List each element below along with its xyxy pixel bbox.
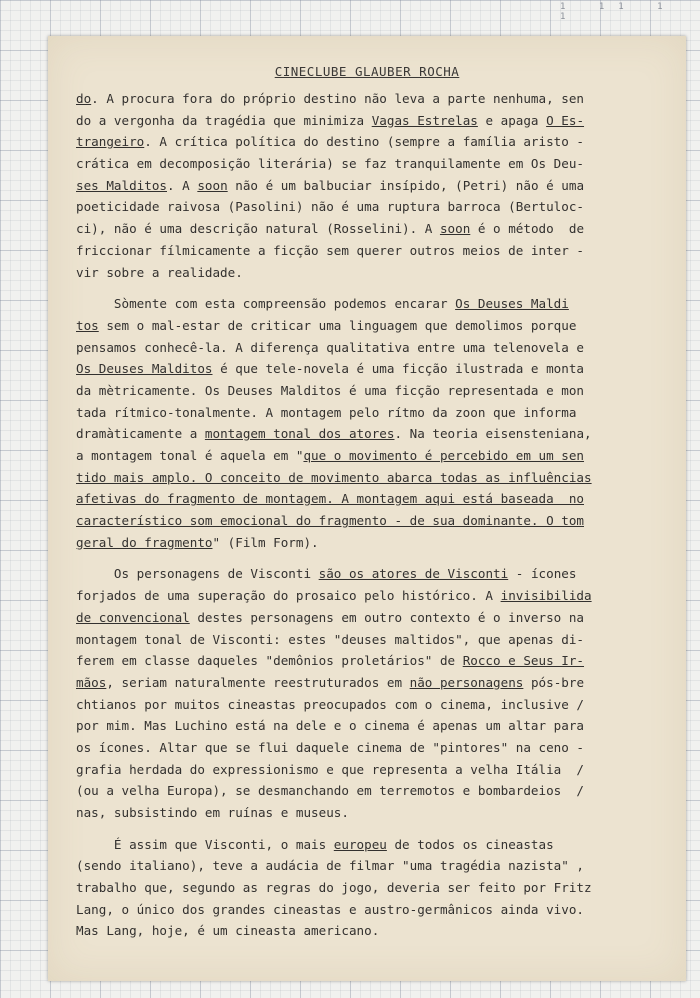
text-line	[76, 175, 671, 197]
text-run: Os personagens de Visconti	[76, 566, 319, 582]
text-line	[76, 672, 671, 694]
text-run: É assim que Visconti, o mais	[76, 836, 334, 852]
underlined-phrase: invisibilida	[500, 588, 592, 604]
text-line: pensamos conhecê-la. A diferença qualitativa entre uma telenovela e	[76, 339, 584, 355]
film-title: Os Deuses Maldi	[455, 296, 569, 312]
film-title: ses Malditos	[76, 177, 167, 193]
text-run: . A	[167, 177, 198, 193]
text-run: ci), não é uma descrição natural (Rosselini). A	[76, 221, 440, 237]
text-line	[76, 110, 671, 132]
text-line: chtianos por muitos cineastas preocupados com o cinema, inclusive /	[76, 696, 584, 712]
text-line: Mas Lang, hoje, é um cineasta americano.	[76, 923, 380, 939]
text-run: , seriam naturalmente reestruturados em	[106, 674, 410, 690]
text-line: por mim. Mas Luchino está na dele e o cinema é apenas um altar para	[76, 718, 584, 734]
ruler-marks: 1 11 1 1	[560, 2, 677, 22]
film-title: O Es-	[546, 112, 585, 128]
underlined-word: soon	[439, 221, 471, 237]
text-line	[76, 293, 671, 315]
typewritten-page	[48, 36, 686, 981]
text-line	[76, 358, 671, 380]
underlined-phrase: não personagens	[409, 674, 524, 690]
text-run: é que tele-novela é uma ficção ilustrada e monta	[212, 361, 585, 377]
text-line	[76, 88, 671, 110]
text-line	[76, 834, 671, 856]
underlined-quote: que o movimento é percebido em um sen	[303, 448, 585, 463]
text-run: e apaga	[477, 112, 547, 128]
film-title: trangeiro	[76, 134, 145, 150]
underlined-word: do	[76, 91, 92, 106]
page-header: CINECLUBE GLAUBER ROCHA	[274, 64, 460, 79]
text-line: friccionar fílmicamente a ficção sem querer outros meios de inter -	[76, 242, 584, 258]
text-run: de todos os cineastas	[386, 836, 554, 852]
text-run: " (Film Form).	[212, 534, 319, 550]
text-line: tido mais amplo. O conceito de movimento abarca todas as influências	[76, 469, 592, 485]
text-line	[76, 607, 671, 629]
text-line: vir sobre a realidade.	[76, 264, 243, 280]
text-line	[76, 315, 671, 337]
body-text	[76, 88, 671, 942]
text-line: crática em decomposição literária) se faz tranquilamente em Os Deu-	[76, 156, 584, 172]
text-run: forjados de uma superação do prosaico pelo histórico. A	[76, 588, 501, 604]
text-run: . A crítica política do destino (sempre a família aristo -	[144, 134, 585, 150]
text-line: afetivas do fragmento de montagem. A montagem aqui está baseada no	[76, 491, 584, 507]
film-title: Rocco e Seus Ir-	[462, 653, 585, 669]
text-line	[76, 218, 671, 240]
text-line	[76, 585, 671, 607]
film-title: Vagas Estrelas	[371, 112, 478, 128]
text-line	[76, 445, 671, 467]
text-line	[76, 532, 671, 554]
text-run: sem o mal-estar de criticar uma linguagem que demolimos porque	[98, 317, 577, 333]
text-line: grafia herdada do expressionismo e que representa a velha Itália /	[76, 761, 584, 777]
underlined-word: europeu	[333, 836, 387, 852]
film-title: mãos	[76, 674, 107, 690]
underlined-phrase: montagem tonal dos atores	[204, 426, 395, 442]
text-line: montagem tonal de Visconti: estes "deuses maltidos", que apenas di-	[76, 631, 584, 647]
text-line: característico som emocional do fragmento - de sua dominante. O tom	[76, 513, 584, 529]
text-run: . A procura fora do próprio destino não leva a parte nenhuma, sen	[91, 91, 585, 106]
text-line: Lang, o único dos grandes cineastas e austro-germânicos ainda vivo.	[76, 901, 584, 917]
text-run: do a vergonha da tragédia que minimiza	[76, 112, 372, 128]
text-run: dramàticamente a	[76, 426, 205, 442]
text-line	[76, 650, 671, 672]
text-run: a montagem tonal é aquela em "	[76, 448, 304, 463]
text-line	[76, 131, 671, 153]
text-run: é o método de	[470, 221, 585, 237]
text-line: nas, subsistindo em ruínas e museus.	[76, 805, 349, 820]
text-line	[76, 423, 671, 445]
text-run: não é um balbuciar insípido, (Petri) não é uma	[227, 177, 585, 193]
film-title: Os Deuses Malditos	[76, 361, 213, 377]
text-line: poeticidade raivosa (Pasolini) não é uma ruptura barroca (Bertuloc-	[76, 199, 584, 215]
text-line: tada rítmico-tonalmente. A montagem pelo rítmo da zoon que informa	[76, 404, 577, 420]
text-line: da mètricamente. Os Deuses Malditos é uma ficção representada e mon	[76, 382, 584, 398]
text-run: Sòmente com esta compreensão podemos encarar	[76, 296, 456, 312]
text-line: (ou a velha Europa), se desmanchando em terremotos e bombardeios /	[76, 783, 584, 799]
underlined-phrase: são os atores de Visconti	[318, 566, 509, 582]
text-line: (sendo italiano), teve a audácia de filmar "uma tragédia nazista" ,	[76, 858, 584, 874]
text-run: . Na teoria eisensteniana,	[394, 426, 592, 442]
film-title: tos	[76, 317, 99, 333]
text-run: ferem em classe daqueles "demônios proletários" de	[76, 653, 463, 669]
text-line	[76, 563, 671, 585]
underlined-quote: geral do fragmento	[76, 534, 213, 550]
text-line: trabalho que, segundo as regras do jogo, deveria ser feito por Fritz	[76, 880, 592, 896]
text-line: os ícones. Altar que se flui daquele cinema de "pintores" na ceno -	[76, 739, 584, 755]
text-run: - ícones	[508, 566, 577, 582]
underlined-phrase: de convencional	[76, 609, 190, 625]
text-run: pós-bre	[523, 674, 585, 690]
text-run: destes personagens em outro contexto é o inverso na	[189, 609, 585, 625]
underlined-word: soon	[197, 177, 228, 193]
